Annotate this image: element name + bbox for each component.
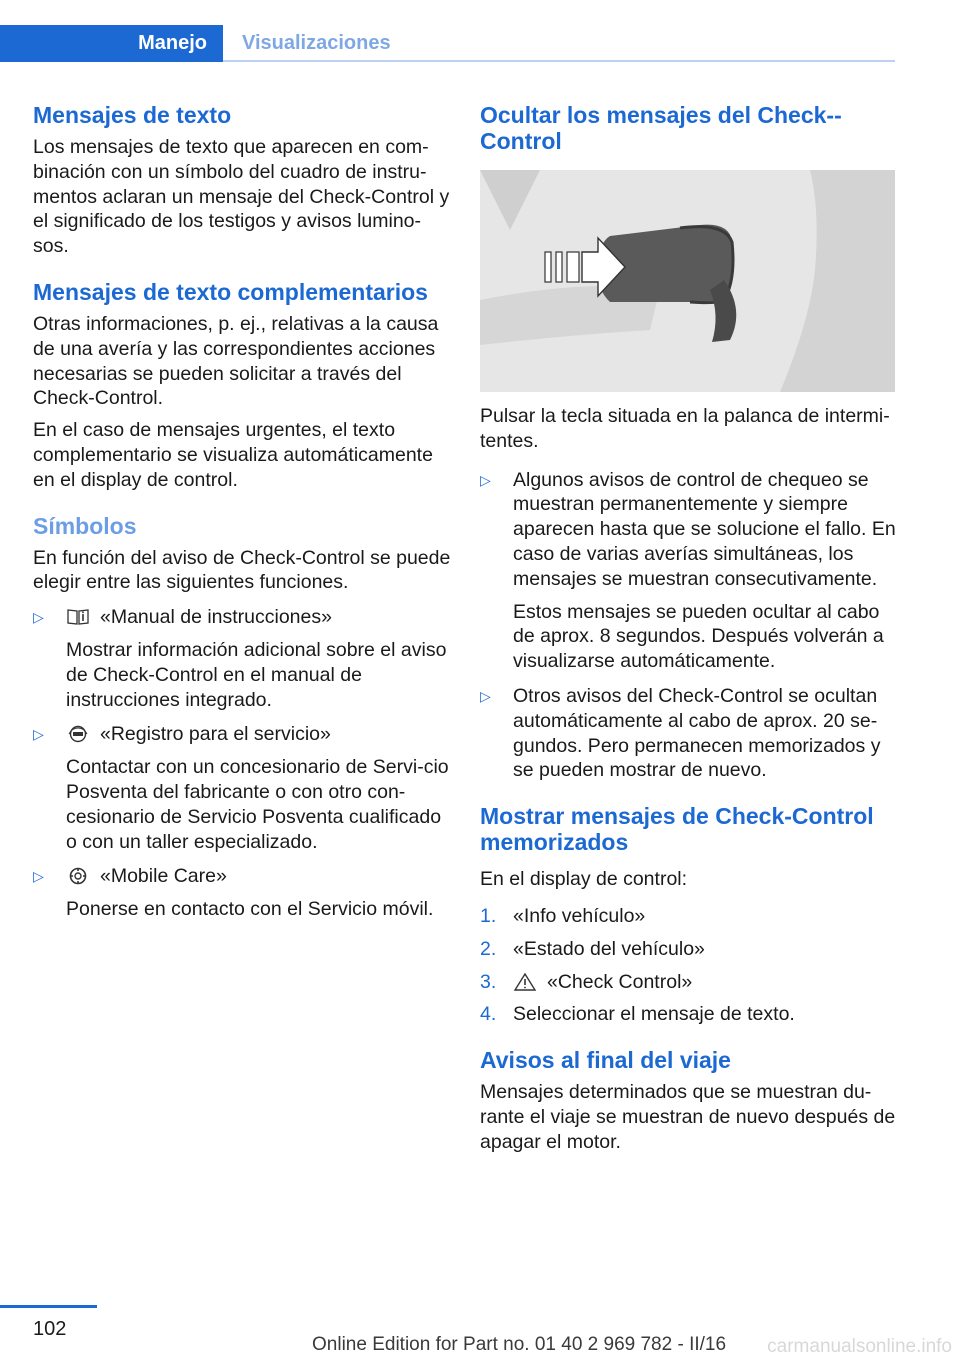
- paragraph-end-trip: Mensajes determinados que se muestran du-rante el viaje se muestran de nuevo después de apagar el motor.: [480, 1081, 896, 1153]
- heading-end-trip: Avisos al final del viaje: [480, 1047, 731, 1074]
- list-item: [480, 1002, 898, 1027]
- list-item: [480, 970, 898, 995]
- edition-note: Online Edition for Part no. 01 40 2 969 782 - II/16: [312, 1334, 727, 1355]
- list-item: [480, 684, 898, 783]
- bullet-triangle-icon: ▷: [480, 687, 491, 704]
- bullet-triangle-icon: ▷: [33, 726, 44, 743]
- paragraph-press-key: Pulsar la tecla situada en la palanca de intermi-tentes.: [480, 405, 890, 452]
- step-number: 1.: [480, 904, 497, 927]
- bullet-title: «Registro para el servicio»: [100, 723, 331, 746]
- step-number: 4.: [480, 1003, 497, 1026]
- footer-divider: [0, 1305, 97, 1308]
- bullet-text: Mostrar información adicional sobre el aviso de Check-Control en el manual de instrucciones integrado.: [66, 638, 447, 711]
- paragraph-control-display: En el display de control:: [480, 868, 688, 891]
- watermark: carmanualsonline.info: [767, 1336, 952, 1357]
- bullet-triangle-icon: ▷: [480, 471, 491, 488]
- list-item: [480, 937, 898, 962]
- list-item: [33, 864, 451, 922]
- bullet-text: Algunos avisos de control de chequeo se muestran permanentemente y siempre aparecen hasta que se solucione el fallo. En caso de varias averías simultáneas, los mensajes se muestran consecutivamente.: [513, 468, 896, 590]
- step-text: «Check Control»: [547, 970, 693, 993]
- step-text: Seleccionar el mensaje de texto.: [513, 1003, 795, 1026]
- paragraph-symbols: En función del aviso de Check-Control se puede elegir entre las siguientes funciones.: [33, 546, 451, 594]
- heading-complementary: Mensajes de texto complementarios: [33, 278, 428, 305]
- step-text: «Info vehículo»: [513, 904, 646, 927]
- bullet-triangle-icon: ▷: [33, 868, 44, 885]
- warning-triangle-icon: [513, 973, 537, 991]
- turn-signal-lever-photo: [480, 170, 895, 392]
- list-item: [480, 904, 898, 929]
- heading-text-messages: Mensajes de texto: [33, 102, 232, 128]
- manual-book-icon: [66, 608, 90, 626]
- bullet-title: «Manual de instrucciones»: [100, 606, 332, 629]
- chapter-tab: Manejo: [0, 25, 223, 62]
- paragraph-text-messages: Los mensajes de texto que aparecen en com-binación con un símbolo del cuadro de instru-mentos aclaran un mensaje del Check-Control y el significado de los testigos y avisos lumino-sos.: [33, 136, 450, 258]
- list-item: [33, 605, 451, 712]
- service-logo-icon: [66, 725, 90, 743]
- mobile-care-icon: [66, 867, 90, 885]
- section-title: Visualizaciones: [242, 32, 391, 54]
- paragraph-complementary-1: Otras informaciones, p. ej., relativas a la causa de una avería y las correspondientes acciones necesarias se pueden solicitar a través del Check-Control.: [33, 312, 439, 410]
- header-divider: [223, 60, 895, 62]
- bullet-text: Otros avisos del Check-Control se ocultan automáticamente al cabo de aprox. 20 se-gundos. Pero permanecen memorizados y se pueden mostrar de nuevo.: [513, 684, 881, 782]
- list-item: [33, 722, 451, 854]
- heading-hide-messages: Ocultar los mensajes del Check--Control: [480, 102, 842, 154]
- left-column: [33, 102, 451, 922]
- step-text: «Estado del vehículo»: [513, 937, 705, 960]
- list-item: [480, 468, 898, 674]
- paragraph-complementary-2: En el caso de mensajes urgentes, el texto complementario se visualiza automáticamente en el display de control.: [33, 419, 433, 491]
- step-number: 3.: [480, 970, 497, 993]
- heading-stored-messages: Mostrar mensajes de Check-Control memorizados: [480, 803, 874, 856]
- page-header: [0, 0, 960, 62]
- bullet-text: Ponerse en contacto con el Servicio móvil.: [66, 898, 434, 921]
- heading-symbols: Símbolos: [33, 512, 137, 539]
- bullet-title: «Mobile Care»: [100, 865, 227, 888]
- bullet-text: Contactar con un concesionario de Servi-cio Posventa del fabricante o con otro con-cesionario de Servicio Posventa cualificado o con un taller especializado.: [66, 756, 449, 853]
- right-column: [480, 102, 898, 1155]
- bullet-text: Estos mensajes se pueden ocultar al cabo de aprox. 8 segundos. Después volverán a visualizarse automáticamente.: [513, 600, 884, 673]
- bullet-triangle-icon: ▷: [33, 609, 44, 626]
- page-number: 102: [33, 1318, 67, 1340]
- step-number: 2.: [480, 937, 497, 960]
